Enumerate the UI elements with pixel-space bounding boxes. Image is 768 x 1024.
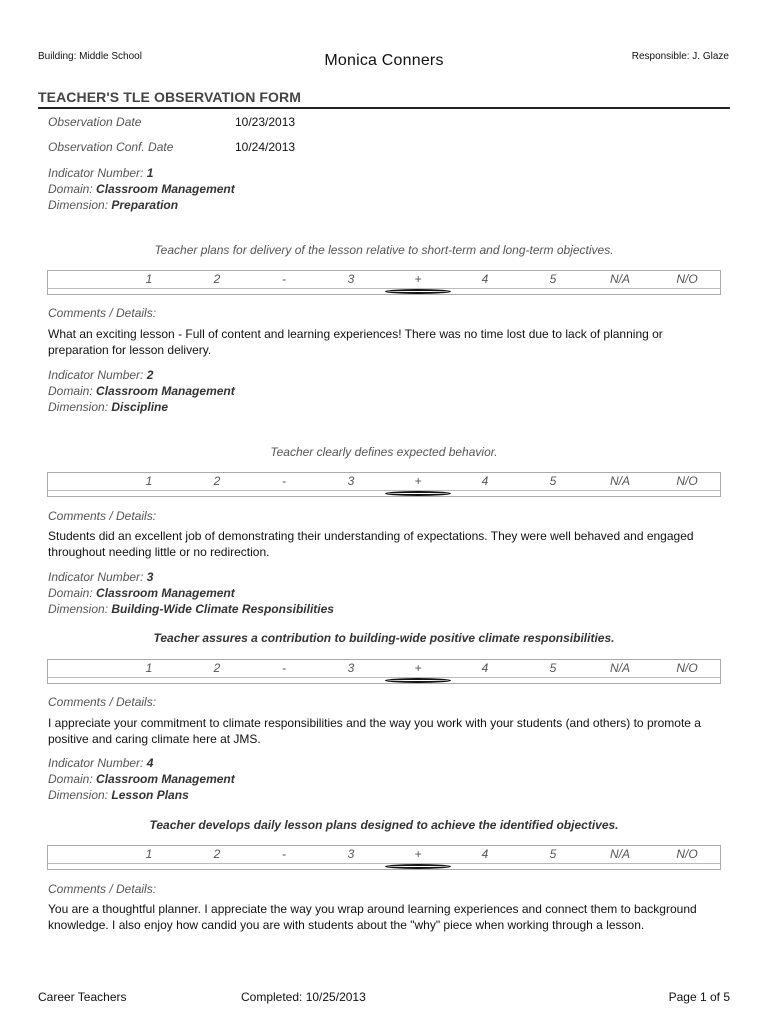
indicator-info xyxy=(48,367,235,415)
scale-option: N/A xyxy=(609,272,630,286)
footer-page-number: Page 1 of 5 xyxy=(668,990,730,1004)
comments-label: Comments / Details: xyxy=(48,882,157,896)
responsible-label: Responsible: J. Glaze xyxy=(631,51,729,62)
scale-option: 5 xyxy=(549,272,557,286)
scale-option: 3 xyxy=(347,847,355,861)
selected-rating-marker xyxy=(385,491,451,496)
scale-option: 4 xyxy=(481,272,489,286)
scale-option: N/O xyxy=(676,661,698,675)
dimension-value: Lesson Plans xyxy=(111,788,189,802)
indicator-number: 2 xyxy=(146,368,154,382)
indicator-info xyxy=(48,755,235,803)
scale-option: 5 xyxy=(549,847,557,861)
scale-option: 3 xyxy=(347,474,355,488)
comments-label: Comments / Details: xyxy=(48,306,157,320)
scale-option: - xyxy=(282,474,286,488)
scale-option: - xyxy=(282,847,286,861)
indicator-info xyxy=(48,569,334,617)
domain-value: Classroom Management xyxy=(96,384,235,398)
scale-option: N/O xyxy=(676,272,698,286)
scale-option: - xyxy=(282,661,286,675)
indicator-question: Teacher assures a contribution to building-wide positive climate responsibilities. xyxy=(153,631,615,645)
dimension-label: Dimension: xyxy=(48,198,109,212)
observation-date-value: 10/23/2013 xyxy=(235,115,296,129)
scale-option: 2 xyxy=(213,661,221,675)
scale-option: - xyxy=(282,272,286,286)
scale-divider xyxy=(48,490,720,491)
indicator-number-label: Indicator Number: xyxy=(48,756,144,770)
comments-text: You are a thoughtful planner. I appreciate the way you wrap around learning experiences and connect them to background knowledge. I also enjoy how candid you are with students about the "why" piece when working through a lesson. xyxy=(48,902,697,932)
scale-option: 2 xyxy=(213,474,221,488)
scale-divider xyxy=(48,677,720,678)
comments-text: Students did an excellent job of demonstrating their understanding of expectations. They were well behaved and engaged throughout needing little or no redirection. xyxy=(48,529,694,559)
indicator-question: Teacher plans for delivery of the lesson relative to short-term and long-term objectives. xyxy=(154,243,614,257)
scale-option: 1 xyxy=(145,661,153,675)
scale-option: 4 xyxy=(481,474,489,488)
domain-value: Classroom Management xyxy=(96,182,235,196)
scale-divider xyxy=(48,288,720,289)
selected-rating-marker xyxy=(385,678,451,683)
domain-value: Classroom Management xyxy=(96,772,235,786)
selected-rating-marker xyxy=(385,289,451,294)
conf-date-value: 10/24/2013 xyxy=(235,140,296,154)
dimension-label: Dimension: xyxy=(48,400,109,414)
domain-label: Domain: xyxy=(48,586,93,600)
dimension-label: Dimension: xyxy=(48,602,109,616)
scale-option: N/A xyxy=(609,474,630,488)
scale-option: + xyxy=(414,847,422,861)
scale-option: 1 xyxy=(145,847,153,861)
indicator-info xyxy=(48,165,235,213)
scale-option: 5 xyxy=(549,661,557,675)
comments-text: What an exciting lesson - Full of content and learning experiences! There was no time lost due to lack of planning or preparation for lesson delivery. xyxy=(48,327,663,357)
scale-option: 3 xyxy=(347,272,355,286)
indicator-number-label: Indicator Number: xyxy=(48,368,144,382)
scale-option: 2 xyxy=(213,847,221,861)
scale-option: 4 xyxy=(481,661,489,675)
dimension-value: Building-Wide Climate Responsibilities xyxy=(111,602,334,616)
scale-option: 2 xyxy=(213,272,221,286)
indicator-number: 3 xyxy=(146,570,154,584)
dimension-value: Discipline xyxy=(111,400,169,414)
scale-option: N/O xyxy=(676,474,698,488)
domain-label: Domain: xyxy=(48,384,93,398)
comments-label: Comments / Details: xyxy=(48,695,157,709)
indicator-number-label: Indicator Number: xyxy=(48,570,144,584)
rating-scale xyxy=(47,270,721,295)
indicator-question: Teacher clearly defines expected behavior. xyxy=(270,445,498,459)
title-divider xyxy=(38,107,730,109)
domain-label: Domain: xyxy=(48,772,93,786)
scale-option: 1 xyxy=(145,474,153,488)
indicator-number: 4 xyxy=(146,756,154,770)
teacher-name: Monica Conners xyxy=(324,52,444,69)
scale-divider xyxy=(48,863,720,864)
scale-option: + xyxy=(414,272,422,286)
dimension-label: Dimension: xyxy=(48,788,109,802)
rating-scale xyxy=(47,472,721,497)
footer-category: Career Teachers xyxy=(38,990,127,1004)
scale-option: 4 xyxy=(481,847,489,861)
scale-option: N/O xyxy=(676,847,698,861)
conf-date-label: Observation Conf. Date xyxy=(48,140,174,154)
form-title: TEACHER'S TLE OBSERVATION FORM xyxy=(38,89,302,105)
scale-option: 5 xyxy=(549,474,557,488)
rating-scale xyxy=(47,845,721,870)
scale-option: 1 xyxy=(145,272,153,286)
scale-option: 3 xyxy=(347,661,355,675)
observation-date-label: Observation Date xyxy=(48,115,142,129)
scale-option: N/A xyxy=(609,661,630,675)
indicator-number: 1 xyxy=(146,166,154,180)
scale-option: + xyxy=(414,661,422,675)
domain-value: Classroom Management xyxy=(96,586,235,600)
comments-label: Comments / Details: xyxy=(48,509,157,523)
indicator-number-label: Indicator Number: xyxy=(48,166,144,180)
rating-scale xyxy=(47,659,721,684)
indicator-question: Teacher develops daily lesson plans designed to achieve the identified objectives. xyxy=(149,818,619,832)
scale-option: N/A xyxy=(609,847,630,861)
comments-text: I appreciate your commitment to climate responsibilities and the way you work with your students (and others) to promote a positive and caring climate here at JMS. xyxy=(48,716,701,746)
scale-option: + xyxy=(414,474,422,488)
selected-rating-marker xyxy=(385,864,451,869)
building-label: Building: Middle School xyxy=(38,51,142,62)
footer-completed: Completed: 10/25/2013 xyxy=(241,990,366,1004)
dimension-value: Preparation xyxy=(111,198,179,212)
domain-label: Domain: xyxy=(48,182,93,196)
